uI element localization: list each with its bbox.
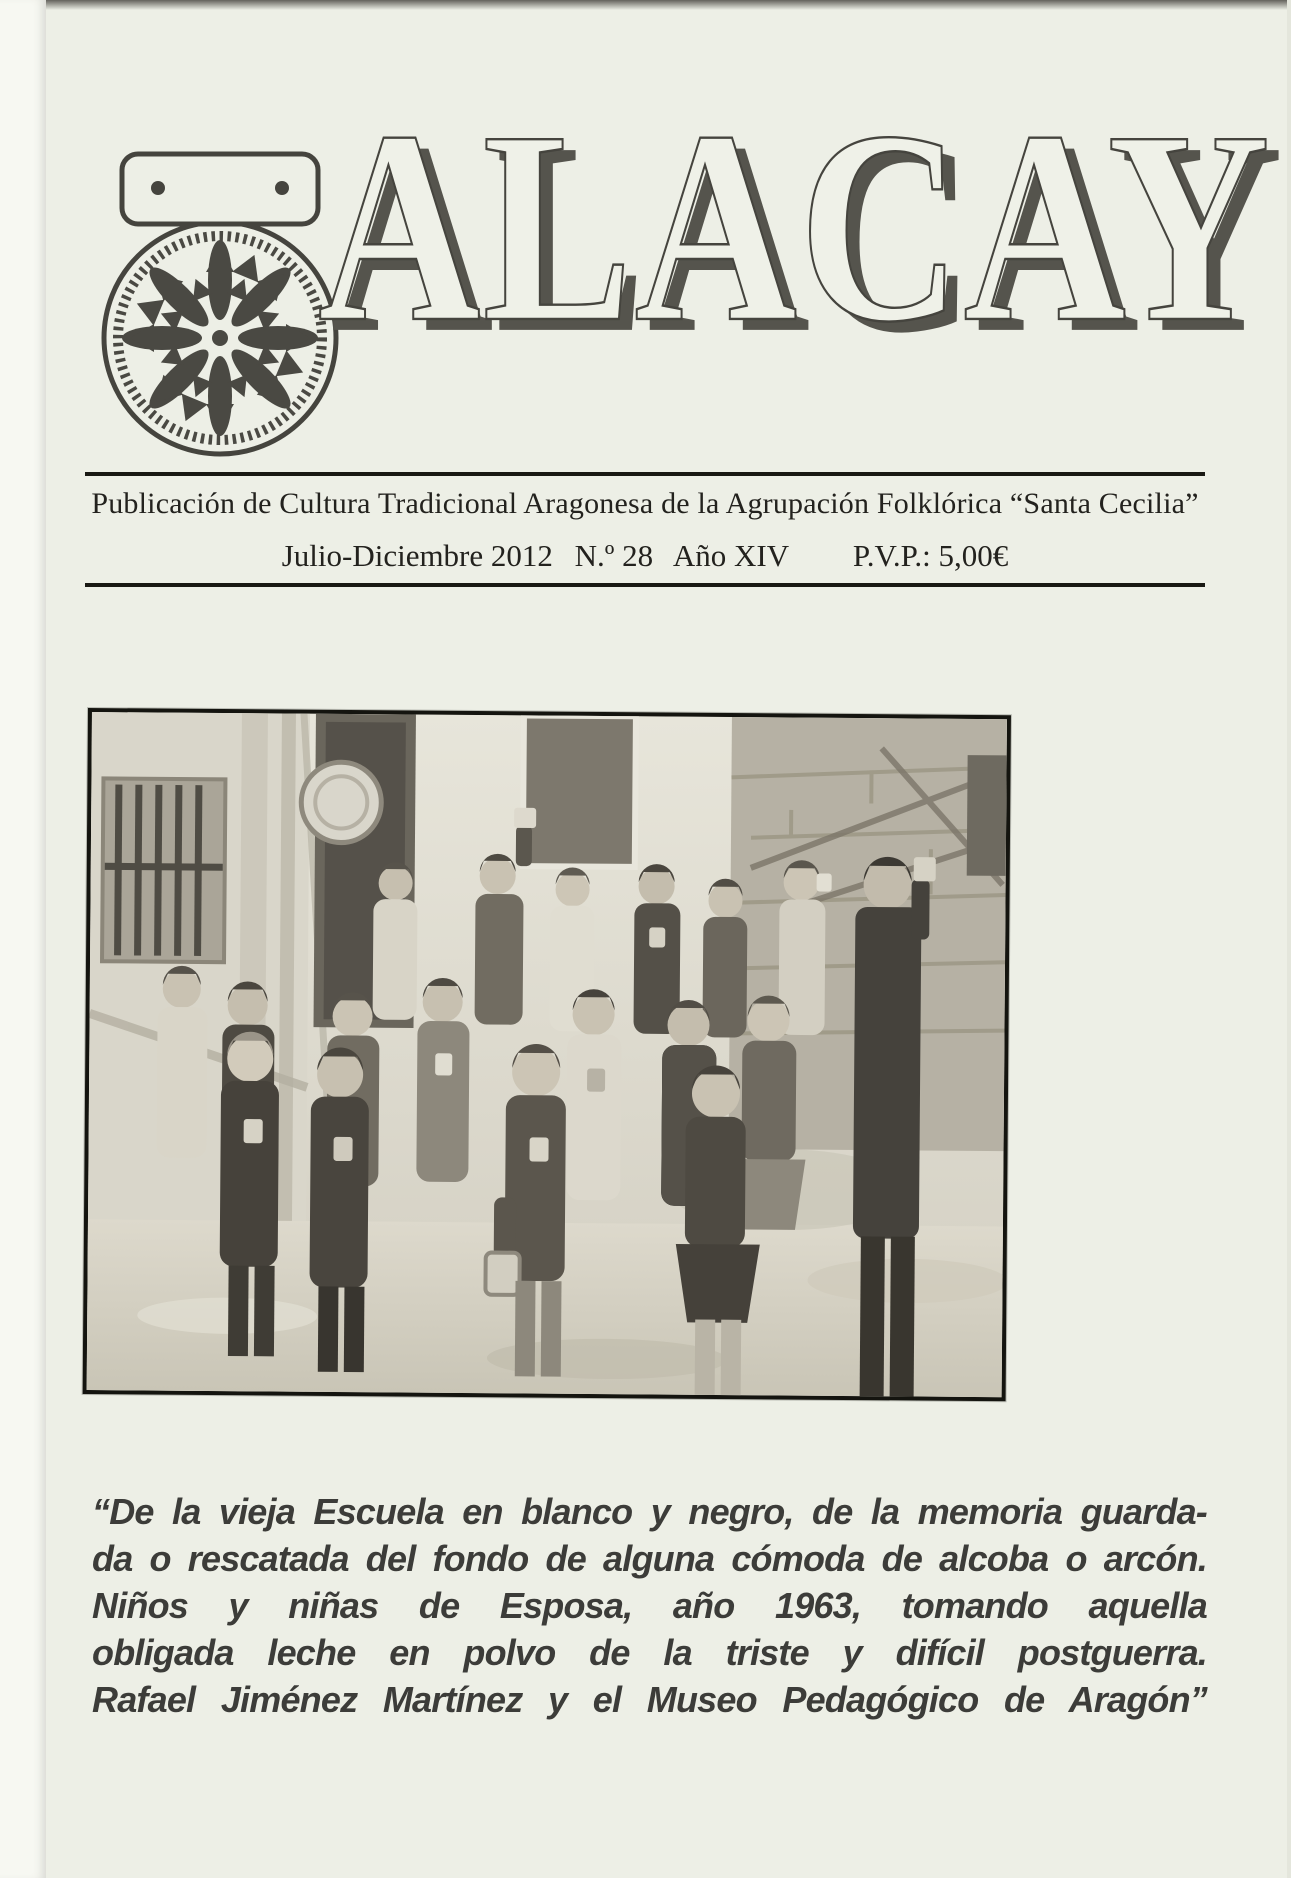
window-right [967,755,1007,876]
scan-edge-left [0,0,46,1878]
photo-figure [702,879,747,1038]
issue-number: N.º 28 [574,538,654,573]
rosette-pattern [122,240,318,436]
cover-photo-illustration [87,712,1007,1397]
scan-edge-right [1287,0,1291,1878]
cover-photo [83,708,1011,1401]
issue-period: Julio-Diciembre 2012 [281,538,553,573]
divider-rule-bottom [85,583,1205,587]
issue-year: Año XIV [672,538,790,573]
raised-pan [301,762,382,843]
cover-caption [92,1488,1207,1723]
photo-figure [778,860,831,1035]
masthead-subtitle: Publicación de Cultura Tradicional Aragonesa de la Agrupación Folklórica “Santa Cecilia” [91,487,1199,520]
caption-line: “De la vieja Escuela en blanco y negro, de la memoria guarda- [92,1491,1207,1532]
photo-figure [633,864,680,1034]
photo-figure [373,862,418,1020]
rosette-knocker-logo-icon [94,148,346,462]
issue-info-line [85,538,1205,574]
issue-price: P.V.P.: 5,00€ [852,538,1009,573]
scan-edge-top [0,0,1291,10]
photo-figure [566,989,622,1200]
caption-line: Niños y niñas de Esposa, año 1963, tomando aquella [92,1585,1207,1626]
caption-line: da o rescatada del fondo de alguna cómoda de alcoba o arcón. [92,1538,1207,1579]
caption-line: Rafael Jiménez Martínez y el Museo Pedagógico de Aragón” [92,1679,1207,1720]
masthead-title: ALACAY [318,73,1272,379]
barred-window [102,778,225,962]
caption-line: obligada leche en polvo de la triste y difícil postguerra. [92,1632,1207,1673]
divider-rule-top [85,472,1205,476]
door-frame-centre [523,715,636,867]
